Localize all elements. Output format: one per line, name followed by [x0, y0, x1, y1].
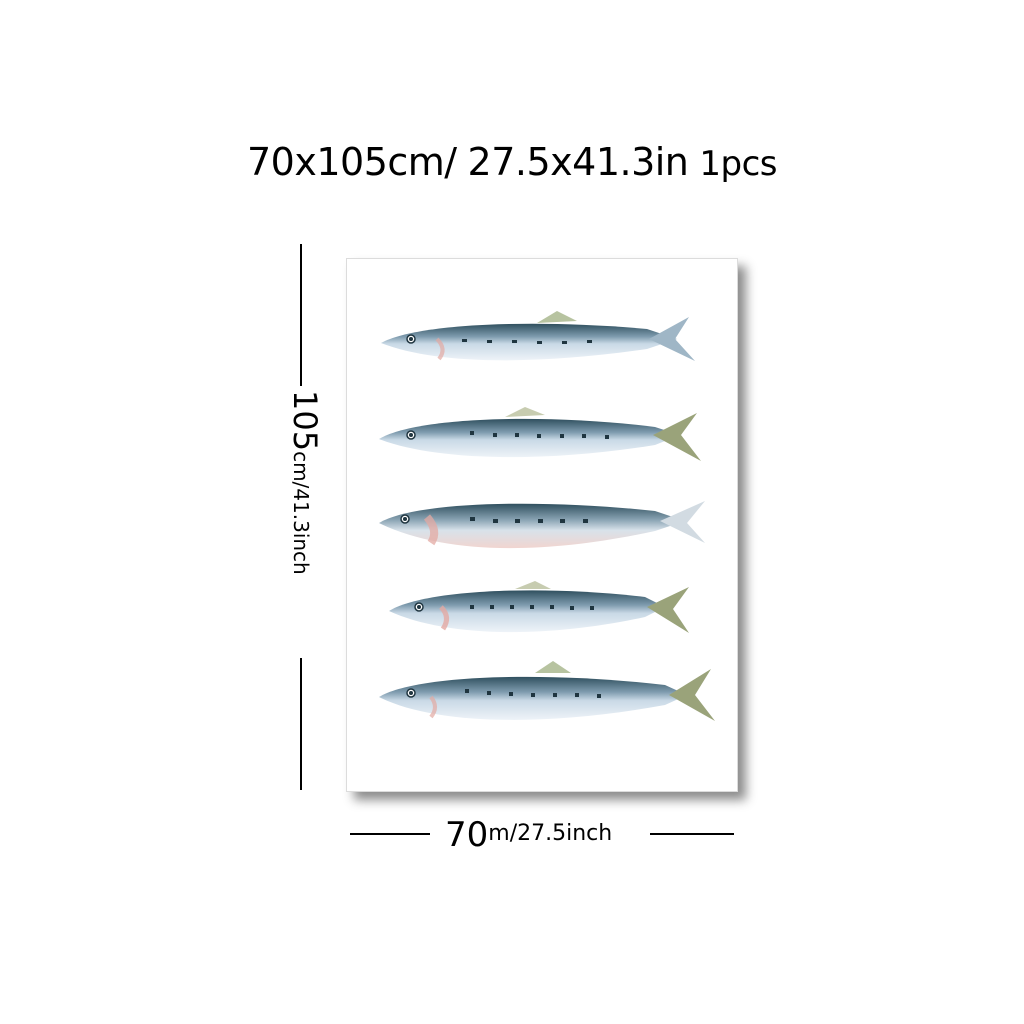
title-quantity: 1pcs [699, 144, 777, 184]
height-dimension-line-top [300, 244, 302, 386]
title-size-in: 27.5x41.3in [467, 140, 689, 184]
sardine-3 [379, 501, 705, 548]
height-unit: cm/41.3inch [289, 451, 313, 575]
width-dimension-line-right [650, 833, 734, 835]
width-value: 70 [445, 815, 489, 855]
sardines-watercolor-artwork [347, 259, 737, 791]
sardine-1 [381, 311, 695, 361]
size-title [0, 140, 1024, 184]
width-dimension-label [445, 812, 612, 857]
title-size-cm: 70x105cm/ [247, 140, 457, 184]
canvas-print [346, 258, 738, 792]
height-value: 105 [286, 390, 324, 452]
height-dimension-line-bottom [300, 658, 302, 790]
sardine-2 [379, 407, 701, 461]
height-dimension-label [288, 390, 322, 650]
sardine-4 [389, 581, 689, 633]
width-dimension-line-left [350, 833, 430, 835]
sardine-5 [379, 661, 715, 721]
width-unit: m/27.5inch [488, 821, 613, 846]
